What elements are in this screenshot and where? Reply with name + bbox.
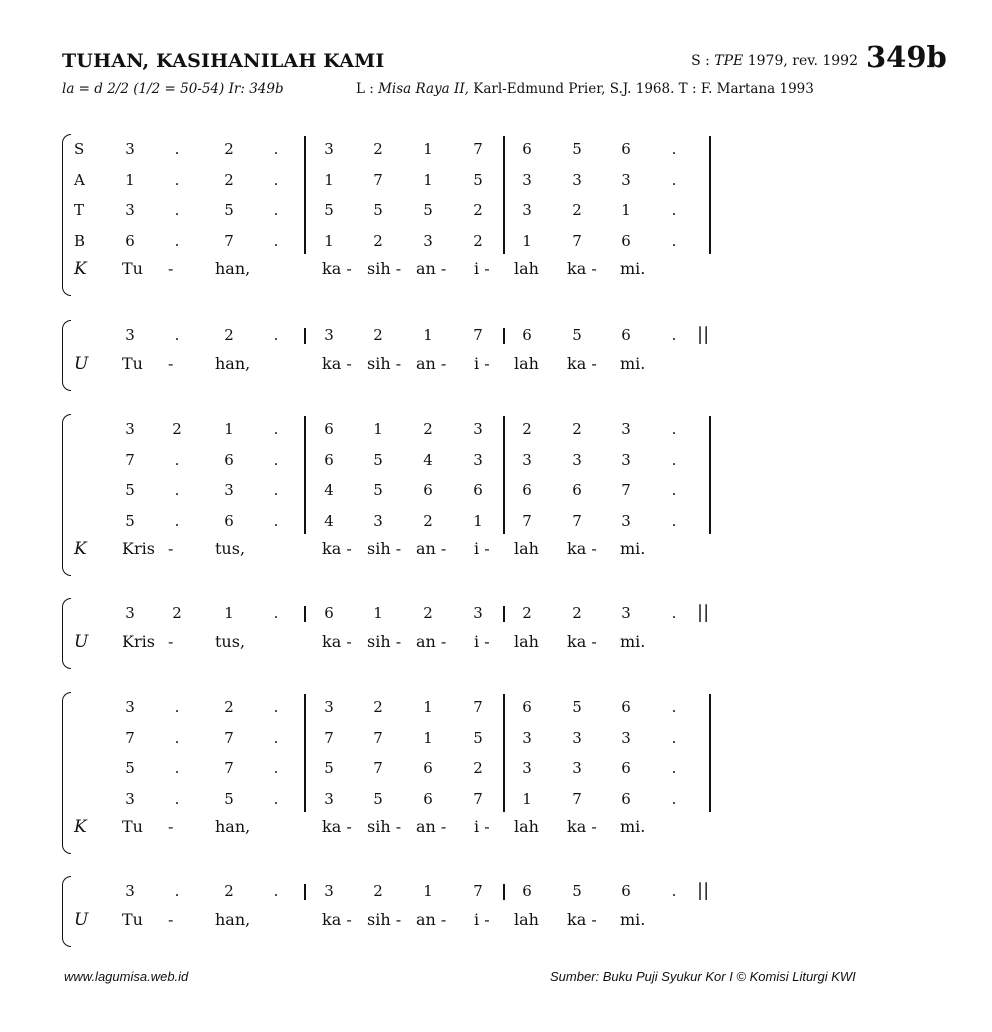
barline: [304, 884, 306, 900]
lyric-syllable: han,: [215, 817, 251, 836]
note: 3: [572, 450, 582, 469]
note: 3: [473, 420, 483, 438]
barline: [304, 416, 306, 534]
note: .: [671, 698, 677, 716]
note: 1: [373, 420, 383, 438]
lyric-syllable: -: [168, 259, 174, 278]
note: 1: [423, 728, 433, 747]
note: 4: [324, 481, 334, 499]
note: 5: [224, 201, 234, 219]
lyric-syllable: mi.: [620, 909, 646, 929]
note: 5: [473, 728, 483, 747]
note: 6: [621, 759, 631, 777]
note: 6: [324, 450, 334, 469]
note: .: [671, 326, 677, 344]
note: 1: [473, 511, 483, 530]
lyric-syllable: sih -: [367, 353, 402, 373]
tempo-line: la = d 2/2 (1/2 = 50-54) Ir: 349b: [62, 81, 284, 97]
source-info: [691, 53, 858, 69]
lyric-syllable: lah: [514, 539, 539, 558]
note: 3: [125, 201, 135, 219]
note: .: [174, 170, 180, 189]
note: 5: [572, 326, 582, 344]
note: .: [273, 420, 279, 438]
note: 1: [621, 201, 631, 219]
note: 3: [473, 604, 483, 622]
note: 3: [522, 450, 532, 469]
note: 6: [224, 450, 234, 469]
note: 2: [373, 698, 383, 716]
lyric-syllable: sih -: [367, 539, 402, 558]
note: 1: [423, 882, 433, 900]
final-double-barline: ||: [697, 324, 710, 345]
note: 3: [125, 604, 135, 622]
note: 2: [373, 231, 383, 250]
note: 1: [423, 140, 433, 158]
system-brace: [62, 598, 71, 669]
note: .: [174, 759, 180, 777]
note: 7: [373, 728, 383, 747]
note: 6: [522, 882, 532, 900]
note: .: [273, 450, 279, 469]
note: 1: [224, 420, 234, 438]
lyric-syllable: sih -: [367, 259, 402, 278]
lyrics-italic: Misa Raya II,: [378, 81, 469, 97]
note: 3: [621, 511, 631, 530]
note: 5: [324, 201, 334, 219]
barline: [709, 136, 711, 254]
lyrics-prefix: L :: [356, 81, 379, 97]
note: 3: [224, 481, 234, 499]
note: 6: [621, 231, 631, 250]
note: .: [671, 140, 677, 158]
note: 7: [224, 759, 234, 777]
note: 7: [572, 231, 582, 250]
voice-label: T: [74, 201, 85, 219]
lyric-syllable: ka -: [567, 909, 597, 929]
voice-label: S: [74, 140, 85, 158]
note: 7: [522, 511, 532, 530]
note: 3: [473, 450, 483, 469]
lyric-label: K: [74, 259, 87, 279]
system-brace: [62, 692, 71, 854]
note: .: [671, 450, 677, 469]
page-title: TUHAN, KASIHANILAH KAMI: [62, 50, 385, 72]
lyrics-credit: [356, 81, 814, 97]
lyric-syllable: tus,: [215, 539, 246, 558]
note: 6: [125, 231, 135, 250]
note: 6: [324, 420, 334, 438]
lyric-syllable: lah: [514, 817, 539, 836]
system-brace: [62, 320, 71, 391]
note: 2: [572, 604, 582, 622]
lyric-syllable: mi.: [620, 817, 646, 836]
note: 2: [473, 231, 483, 250]
lyric-syllable: sih -: [367, 817, 402, 836]
note: .: [273, 140, 279, 158]
note: .: [273, 882, 279, 900]
note: .: [174, 201, 180, 219]
note: 1: [125, 170, 135, 189]
lyric-syllable: Tu: [122, 817, 143, 836]
lyric-syllable: i -: [474, 817, 490, 836]
lyric-syllable: an -: [416, 909, 447, 929]
lyric-syllable: ka -: [567, 631, 597, 651]
lyric-syllable: lah: [514, 353, 539, 373]
note: 6: [621, 698, 631, 716]
lyric-syllable: ka -: [322, 817, 352, 836]
lyric-syllable: sih -: [367, 909, 402, 929]
note: 3: [373, 511, 383, 530]
lyric-syllable: ka -: [567, 353, 597, 373]
lyric-label: K: [74, 817, 87, 837]
note: 6: [621, 326, 631, 344]
note: .: [273, 511, 279, 530]
note: .: [174, 789, 180, 808]
lyric-syllable: ka -: [322, 539, 352, 558]
note: 7: [572, 789, 582, 808]
note: 2: [224, 140, 234, 158]
lyric-syllable: an -: [416, 353, 447, 373]
note: 2: [572, 420, 582, 438]
lyric-syllable: -: [168, 539, 174, 558]
note: .: [174, 231, 180, 250]
note: .: [671, 481, 677, 499]
lyric-syllable: lah: [514, 631, 539, 651]
note: 6: [473, 481, 483, 499]
note: 5: [572, 882, 582, 900]
note: 6: [423, 759, 433, 777]
note: 6: [224, 511, 234, 530]
note: .: [174, 450, 180, 469]
note: .: [671, 231, 677, 250]
note: 6: [423, 789, 433, 808]
note: 3: [572, 759, 582, 777]
note: 3: [324, 789, 334, 808]
barline: [304, 328, 306, 344]
barline: [503, 884, 505, 900]
lyric-syllable: Tu: [122, 259, 143, 278]
note: 3: [621, 450, 631, 469]
note: 1: [423, 170, 433, 189]
barline: [503, 416, 505, 534]
note: 3: [125, 882, 135, 900]
note: 6: [621, 789, 631, 808]
system-brace: [62, 134, 71, 296]
note: .: [273, 604, 279, 622]
lyric-label: K: [74, 539, 87, 559]
note: 5: [373, 450, 383, 469]
note: 1: [224, 604, 234, 622]
note: 7: [373, 170, 383, 189]
note: 3: [324, 882, 334, 900]
lyric-syllable: -: [168, 353, 174, 373]
note: 7: [224, 231, 234, 250]
note: 4: [324, 511, 334, 530]
note: 5: [125, 511, 135, 530]
lyric-syllable: i -: [474, 259, 490, 278]
note: .: [273, 170, 279, 189]
lyric-syllable: ka -: [322, 631, 352, 651]
final-double-barline: ||: [697, 602, 710, 623]
lyric-syllable: i -: [474, 909, 490, 929]
note: .: [273, 201, 279, 219]
note: 7: [373, 759, 383, 777]
barline: [709, 694, 711, 812]
note: 3: [125, 789, 135, 808]
final-double-barline: ||: [697, 880, 710, 901]
footer-website: www.lagumisa.web.id: [64, 969, 189, 984]
note: 7: [473, 140, 483, 158]
system-brace: [62, 414, 71, 576]
voice-label: A: [74, 170, 85, 189]
song-number: 349b: [866, 40, 947, 74]
note: 2: [473, 201, 483, 219]
note: 6: [522, 481, 532, 499]
note: .: [174, 698, 180, 716]
note: 6: [522, 140, 532, 158]
lyric-syllable: Kris: [122, 539, 155, 558]
note: 5: [324, 759, 334, 777]
lyric-syllable: ka -: [567, 539, 597, 558]
note: 2: [172, 420, 182, 438]
note: 5: [125, 759, 135, 777]
lyric-syllable: an -: [416, 817, 447, 836]
note: 6: [324, 604, 334, 622]
note: 7: [224, 728, 234, 747]
note: 3: [324, 140, 334, 158]
note: 7: [621, 481, 631, 499]
system-brace: [62, 876, 71, 947]
note: 5: [572, 140, 582, 158]
lyric-syllable: Tu: [122, 909, 143, 929]
voice-label: B: [74, 231, 86, 250]
note: .: [671, 789, 677, 808]
note: 3: [423, 231, 433, 250]
note: 7: [572, 511, 582, 530]
lyric-syllable: Tu: [122, 353, 143, 373]
note: 6: [423, 481, 433, 499]
note: .: [273, 231, 279, 250]
note: .: [671, 759, 677, 777]
barline: [304, 606, 306, 622]
lyric-syllable: lah: [514, 909, 539, 929]
lyric-label: U: [74, 909, 89, 930]
note: .: [671, 201, 677, 219]
source-prefix: S :: [691, 53, 715, 69]
note: 7: [125, 728, 135, 747]
barline: [304, 694, 306, 812]
note: 3: [572, 170, 582, 189]
note: 7: [473, 789, 483, 808]
note: 7: [324, 728, 334, 747]
lyric-syllable: mi.: [620, 259, 646, 278]
note: 5: [373, 789, 383, 808]
note: .: [671, 882, 677, 900]
note: 2: [423, 604, 433, 622]
lyric-label: U: [74, 631, 89, 652]
note: 2: [172, 604, 182, 622]
lyric-syllable: lah: [514, 259, 539, 278]
source-italic: TPE: [714, 53, 744, 69]
lyric-syllable: mi.: [620, 631, 646, 651]
lyric-label: U: [74, 353, 89, 374]
note: 1: [522, 231, 532, 250]
note: 3: [125, 326, 135, 344]
note: 3: [621, 728, 631, 747]
barline: [503, 136, 505, 254]
note: 3: [621, 170, 631, 189]
note: 2: [224, 170, 234, 189]
note: 7: [473, 698, 483, 716]
lyrics-rest: Karl-Edmund Prier, S.J. 1968. T : F. Martana 1993: [468, 81, 814, 97]
note: .: [174, 326, 180, 344]
note: .: [273, 759, 279, 777]
barline: [503, 694, 505, 812]
note: .: [671, 170, 677, 189]
lyric-syllable: han,: [215, 259, 251, 278]
lyric-syllable: an -: [416, 631, 447, 651]
note: .: [671, 511, 677, 530]
lyric-syllable: han,: [215, 353, 251, 373]
note: 6: [621, 882, 631, 900]
lyric-syllable: -: [168, 631, 174, 651]
lyric-syllable: ka -: [322, 259, 352, 278]
note: .: [174, 140, 180, 158]
note: 5: [572, 698, 582, 716]
lyric-syllable: tus,: [215, 631, 246, 651]
footer-source: Sumber: Buku Puji Syukur Kor I © Komisi Liturgi KWI: [550, 969, 856, 984]
lyric-syllable: i -: [474, 353, 490, 373]
lyric-syllable: ka -: [567, 817, 597, 836]
note: 5: [473, 170, 483, 189]
note: 2: [373, 882, 383, 900]
note: 7: [125, 450, 135, 469]
source-rest: 1979, rev. 1992: [743, 53, 858, 69]
lyric-syllable: an -: [416, 539, 447, 558]
note: 6: [522, 698, 532, 716]
lyric-syllable: ka -: [322, 353, 352, 373]
lyric-syllable: ka -: [322, 909, 352, 929]
note: 7: [473, 882, 483, 900]
note: 3: [125, 140, 135, 158]
note: 4: [423, 450, 433, 469]
note: .: [174, 728, 180, 747]
note: 2: [572, 201, 582, 219]
note: 7: [473, 326, 483, 344]
lyric-syllable: mi.: [620, 353, 646, 373]
lyric-syllable: mi.: [620, 539, 646, 558]
note: 6: [621, 140, 631, 158]
note: 3: [621, 604, 631, 622]
note: 2: [224, 326, 234, 344]
note: 3: [572, 728, 582, 747]
lyric-syllable: i -: [474, 539, 490, 558]
note: .: [671, 604, 677, 622]
note: .: [273, 728, 279, 747]
note: 5: [125, 481, 135, 499]
note: 1: [324, 231, 334, 250]
note: .: [273, 789, 279, 808]
lyric-syllable: sih -: [367, 631, 402, 651]
note: 2: [473, 759, 483, 777]
note: .: [273, 326, 279, 344]
note: .: [174, 882, 180, 900]
lyric-syllable: ka -: [567, 259, 597, 278]
note: 1: [423, 326, 433, 344]
note: .: [273, 481, 279, 499]
note: 1: [324, 170, 334, 189]
barline: [503, 328, 505, 344]
note: .: [671, 728, 677, 747]
note: 3: [522, 201, 532, 219]
note: 3: [621, 420, 631, 438]
note: .: [174, 511, 180, 530]
note: 5: [423, 201, 433, 219]
note: 3: [324, 326, 334, 344]
note: .: [671, 420, 677, 438]
note: 5: [373, 481, 383, 499]
note: 6: [572, 481, 582, 499]
note: 2: [522, 604, 532, 622]
note: 3: [125, 420, 135, 438]
note: 1: [522, 789, 532, 808]
note: 3: [522, 170, 532, 189]
note: 1: [373, 604, 383, 622]
note: 2: [373, 140, 383, 158]
lyric-syllable: -: [168, 817, 174, 836]
lyric-syllable: an -: [416, 259, 447, 278]
barline: [304, 136, 306, 254]
note: 1: [423, 698, 433, 716]
note: 2: [423, 420, 433, 438]
note: 3: [125, 698, 135, 716]
note: 2: [224, 882, 234, 900]
lyric-syllable: Kris: [122, 631, 155, 651]
barline: [709, 416, 711, 534]
note: 2: [224, 698, 234, 716]
note: .: [174, 481, 180, 499]
note: 2: [522, 420, 532, 438]
note: 5: [224, 789, 234, 808]
note: 3: [522, 728, 532, 747]
barline: [503, 606, 505, 622]
lyric-syllable: -: [168, 909, 174, 929]
note: 2: [423, 511, 433, 530]
note: 3: [324, 698, 334, 716]
note: .: [273, 698, 279, 716]
lyric-syllable: i -: [474, 631, 490, 651]
lyric-syllable: han,: [215, 909, 251, 929]
note: 5: [373, 201, 383, 219]
note: 6: [522, 326, 532, 344]
note: 3: [522, 759, 532, 777]
note: 2: [373, 326, 383, 344]
